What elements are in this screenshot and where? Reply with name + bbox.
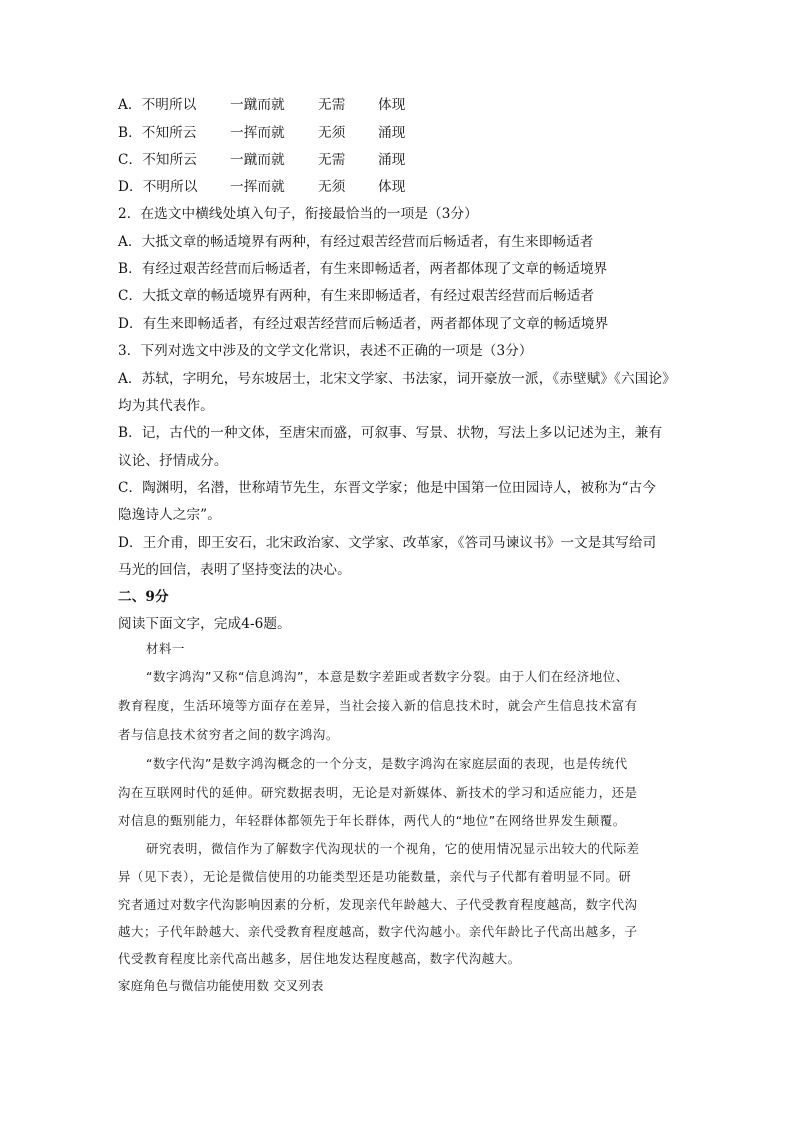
option-word-3: 涌现 — [378, 125, 406, 141]
option-label: C．不知所云 — [118, 152, 197, 168]
option-word-2: 无须 — [318, 125, 346, 141]
q3-stem: 3．下列对选文中涉及的文学文化常识，表述不正确的一项是（3分） — [118, 343, 533, 359]
material-p1-line2: 教育程度，生活环境等方面存在差异，当社会接入新的信息技术时，就会产生信息技术富有 — [118, 698, 638, 713]
option-word-3: 涌现 — [378, 152, 406, 168]
material-p2-line1: “数字代沟”是数字鸿沟概念的一个分支，是数字鸿沟在家庭层面的表现，也是传统代 — [146, 756, 628, 771]
q3-option-d-line1: D．王介甫，即王安石，北宋政治家、文学家、改革家，《答司马谏议书》一文是其写给司 — [118, 535, 657, 551]
option-word-1: 一蹴而就 — [230, 97, 285, 113]
q1-option-b — [118, 123, 438, 143]
material-p3-line4: 越大；子代年龄越大、亲代受教育程度越高，数字代沟越小。亲代年龄比子代高出越多，子 — [118, 924, 638, 939]
option-label: B．不知所云 — [118, 125, 197, 141]
material-p3-line5: 代受教育程度比亲代高出越多，居住地发达程度越高，数字代沟越大。 — [118, 951, 521, 966]
material-p3-line3: 究者通过对数字代沟影响因素的分析，发现亲代年龄越大、子代受教育程度越高，数字代沟 — [118, 897, 638, 912]
option-label: A．不明所以 — [118, 97, 197, 113]
option-word-3: 体现 — [378, 179, 406, 195]
q2-option-c: C．大抵文章的畅适境界有两种，有生来即畅适者，有经过艰苦经营而后畅适者 — [118, 288, 595, 304]
option-word-2: 无须 — [318, 179, 346, 195]
option-word-1: 一挥而就 — [230, 125, 285, 141]
q1-option-c — [118, 150, 438, 170]
q3-option-d-line2: 马光的回信，表明了坚持变法的决心。 — [118, 562, 351, 578]
material-p3-line1: 研究表明，微信作为了解数字代沟现状的一个视角，它的使用情况显示出较大的代际差 — [146, 841, 640, 856]
option-label: D．不明所以 — [118, 179, 198, 195]
q3-option-a-line2: 均为其代表作。 — [118, 398, 214, 414]
material-p1-line1: “数字鸿沟”又称“信息鸿沟”，本意是数字差距或者数字分裂。由于人们在经济地位、 — [146, 669, 629, 684]
option-word-2: 无需 — [318, 97, 346, 113]
option-word-1: 一蹴而就 — [230, 152, 285, 168]
material-p3-line2: 异（见下表），无论是微信使用的功能类型还是功能数量，亲代与子代都有着明显不同。研 — [118, 869, 632, 884]
option-word-1: 一挥而就 — [230, 179, 285, 195]
q2-option-b: B．有经过艰苦经营而后畅适者，有生来即畅适者，两者都体现了文章的畅适境界 — [118, 261, 608, 277]
q3-option-b-line1: B．记，古代的一种文体，至唐宋而盛，可叙事、写景、状物，写法上多以记述为主，兼有 — [118, 425, 663, 441]
option-word-3: 体现 — [378, 97, 406, 113]
q1-option-a — [118, 95, 438, 115]
table-caption: 家庭角色与微信功能使用数 交叉列表 — [118, 978, 324, 993]
material-p2-line3: 对信息的甄别能力，年轻群体都领先于年长群体，两代人的“地位”在网络世界发生颠覆。 — [118, 813, 626, 828]
q3-option-c-line2: 隐逸诗人之宗”。 — [118, 507, 221, 523]
q3-option-b-line2: 议论、抒情成分。 — [118, 453, 228, 469]
q3-option-c-line1: C．陶渊明，名潜，世称靖节先生，东晋文学家；他是中国第一位田园诗人，被称为“古今 — [118, 480, 656, 496]
q2-option-a: A．大抵文章的畅适境界有两种，有经过艰苦经营而后畅适者，有生来即畅适者 — [118, 234, 594, 250]
material-p2-line2: 沟在互联网时代的延伸。研究数据表明，无论是对新媒体、新技术的学习和适应能力，还是 — [118, 785, 638, 800]
material-p1-line3: 者与信息技术贫穷者之间的数字鸿沟。 — [118, 727, 339, 742]
section-instruction: 阅读下面文字，完成4-6题。 — [118, 616, 291, 632]
material-title: 材料一 — [146, 641, 185, 656]
q2-stem: 2．在选文中横线处填入句子，衔接最恰当的一项是（3分） — [118, 206, 478, 222]
option-word-2: 无需 — [318, 152, 346, 168]
q2-option-d: D．有生来即畅适者，有经过艰苦经营而后畅适者，两者都体现了文章的畅适境界 — [118, 316, 609, 332]
section-heading: 二、9分 — [118, 589, 169, 605]
q3-option-a-line1: A．苏轼，字明允，号东坡居士，北宋文学家、书法家，词开豪放一派，《赤壁赋》《六国论》 — [118, 371, 676, 387]
q1-option-d — [118, 177, 438, 197]
